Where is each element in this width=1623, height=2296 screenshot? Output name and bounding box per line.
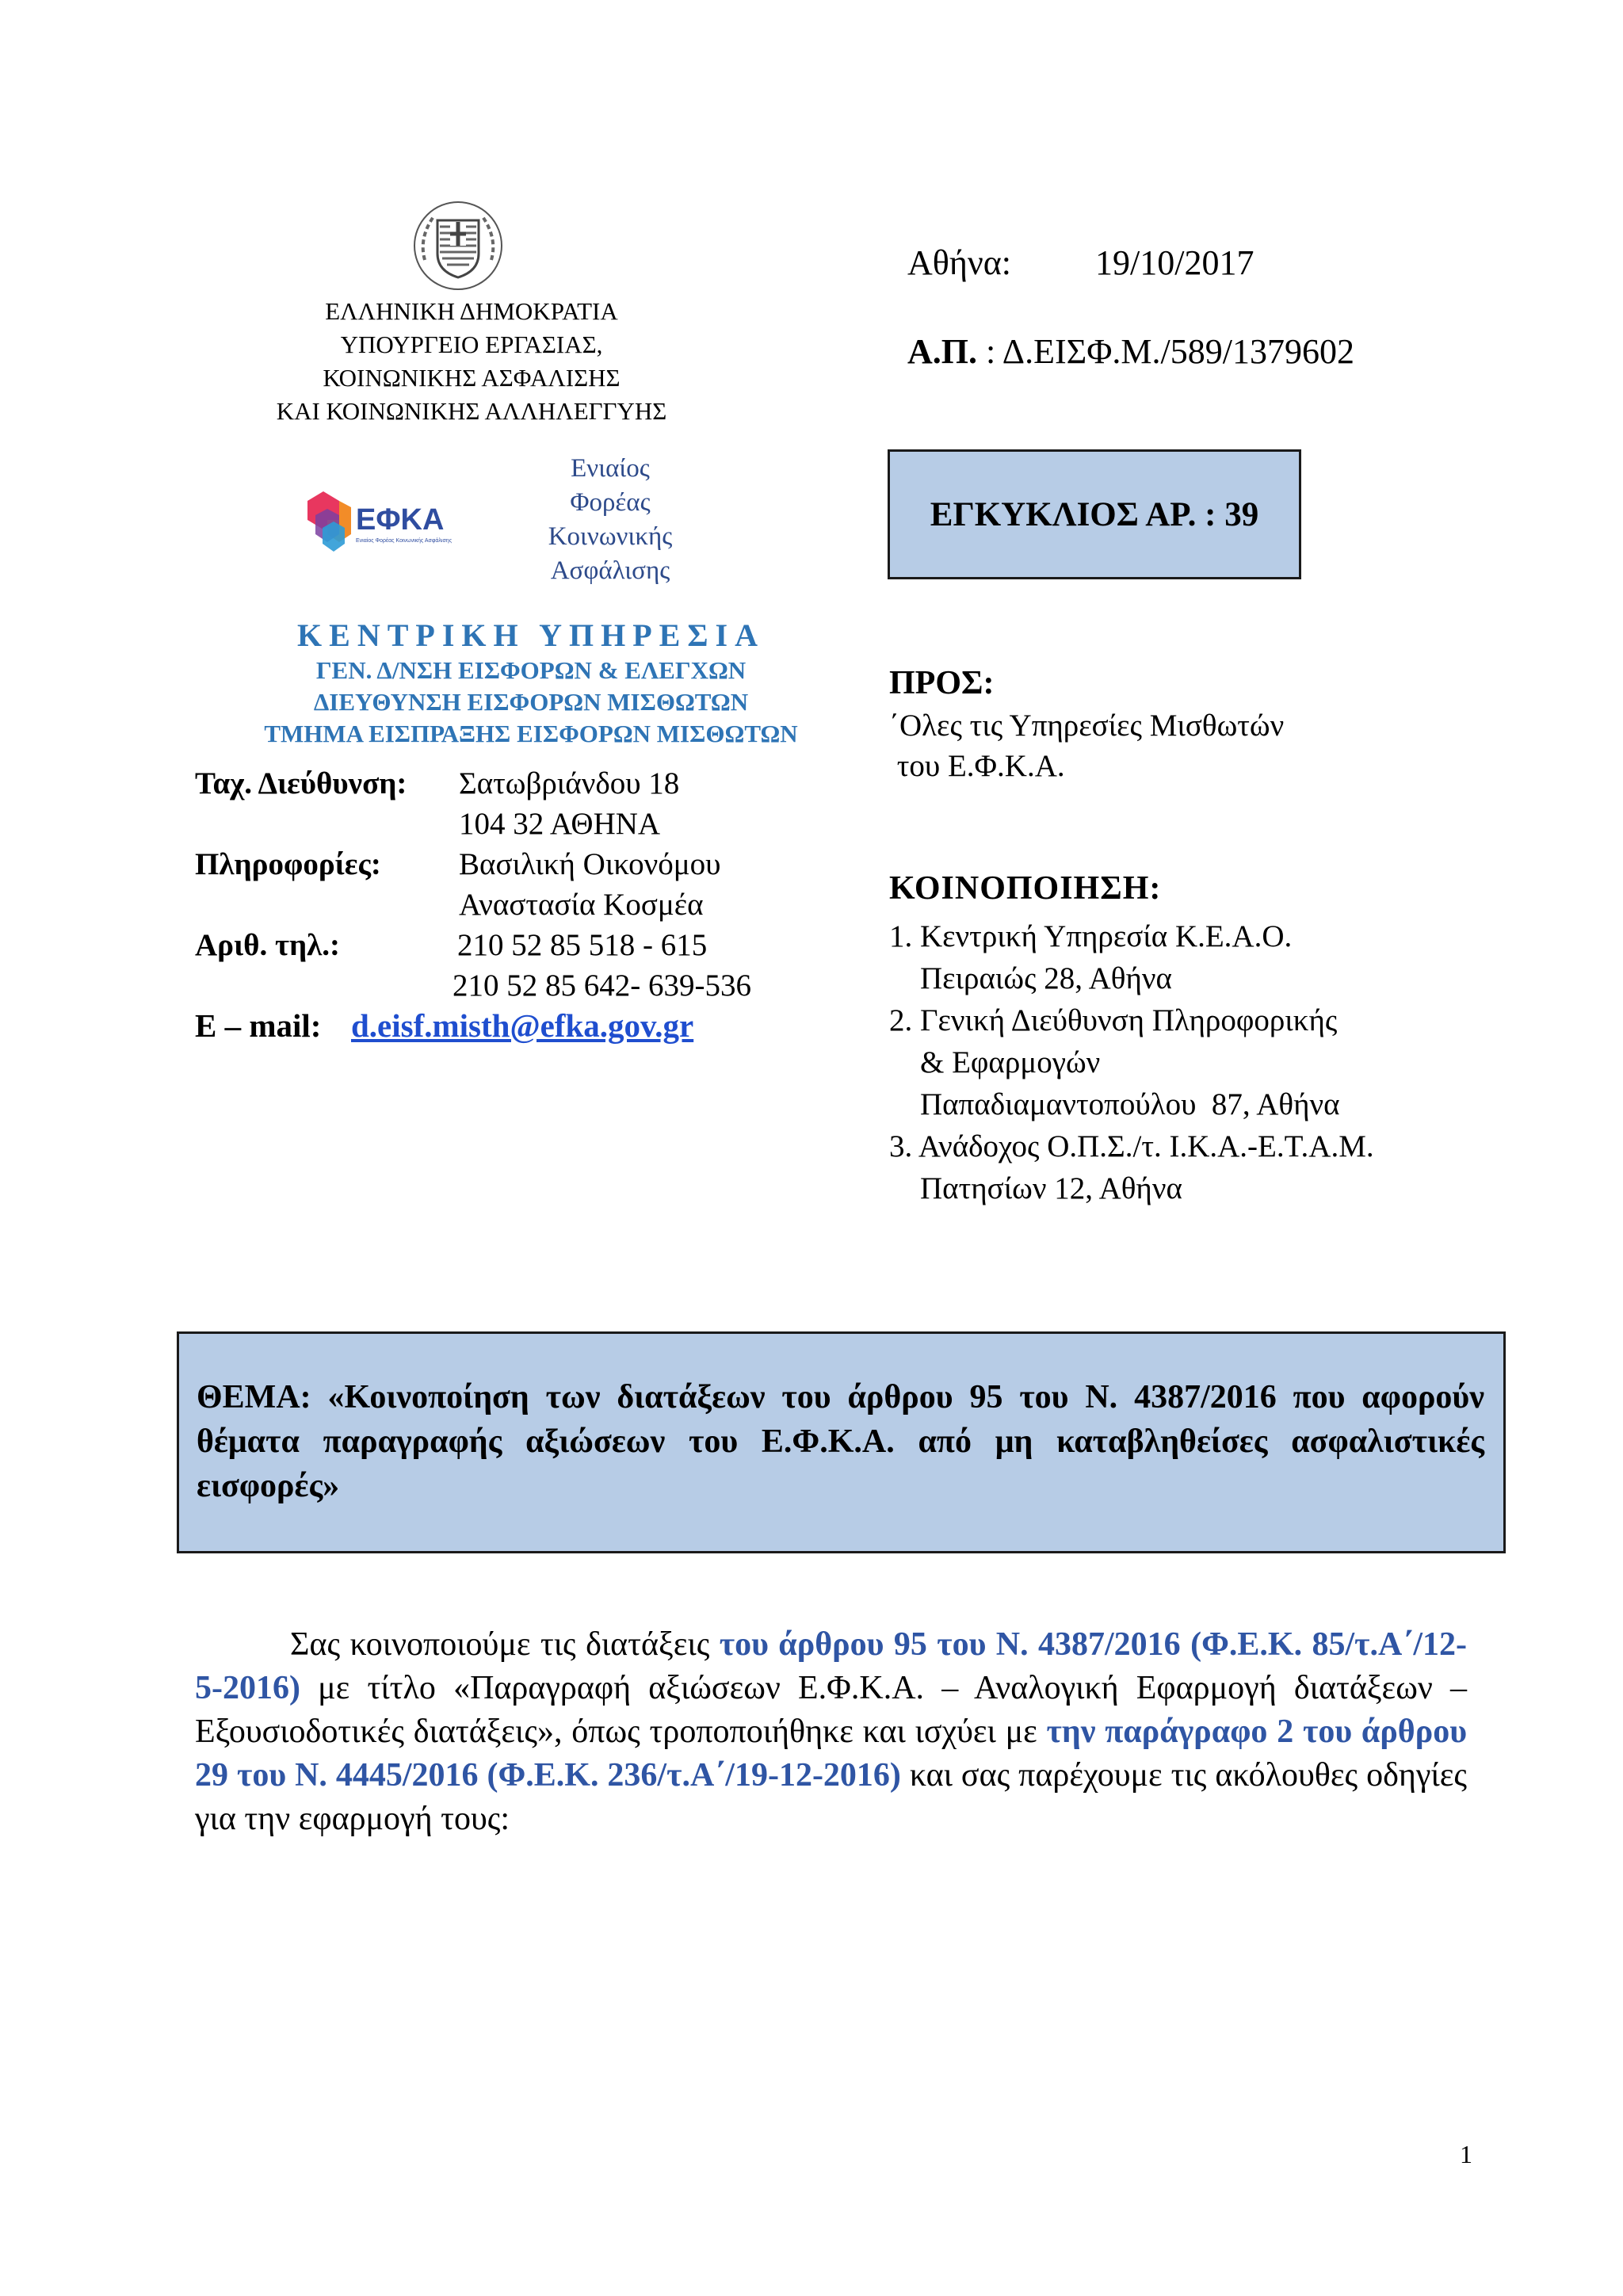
address-line: 104 32 ΑΘΗΝΑ — [459, 807, 661, 841]
cc-line: Πατησίων 12, Αθήνα — [889, 1171, 1182, 1205]
efka-logo — [304, 485, 454, 558]
cc-line: 1. Κεντρική Υπηρεσία Κ.Ε.Α.Ο. — [889, 919, 1293, 953]
department-line: ΓΕΝ. Δ/ΝΣΗ ΕΙΣΦΟΡΩΝ & ΕΛΕΓΧΩΝ — [315, 656, 747, 684]
to-line: του Ε.Φ.Κ.Α. — [889, 749, 1065, 783]
agency-name — [523, 452, 697, 588]
phone-label: Αριθ. τηλ.: — [195, 928, 341, 962]
body-text-run: με τίτλο «Παραγραφή αξιώσεων Ε.Φ.Κ.Α. – Αναλογική Εφαρμογή διατάξεων – Εξουσιοδοτικές διατάξεις», όπως τροποποιήθηκε και ισχύει με — [195, 1670, 1467, 1750]
address-line: Σατωβριάνδου 18 — [459, 766, 680, 800]
date-label: Αθήνα: — [907, 243, 1012, 282]
body-text-run: και σας παρέχουμε τις ακόλουθες οδηγίες για την εφαρμογή τους: — [195, 1757, 1468, 1837]
cc-line: 3. Ανάδοχος Ο.Π.Σ./τ. Ι.Κ.Α.-Ε.Τ.Α.Μ. — [889, 1129, 1374, 1163]
cc-line: & Εφαρμογών — [889, 1045, 1101, 1079]
agency-line: Ασφάλισης — [550, 556, 670, 585]
ministry-line: ΚΟΙΝΩΝΙΚΗΣ ΑΣΦΑΛΙΣΗΣ — [323, 364, 621, 392]
department-lines — [190, 655, 872, 750]
agency-line: Ενιαίος — [571, 454, 650, 483]
reference-value: : Δ.ΕΙΣΦ.Μ./589/1379602 — [986, 332, 1354, 371]
date-value: 19/10/2017 — [1095, 243, 1254, 282]
agency-line: Κοινωνικής — [548, 522, 673, 551]
phone-number: 210 52 85 518 - 615 — [457, 928, 708, 962]
ministry-line: ΕΛΛΗΝΙΚΗ ΔΗΜΟΚΡΑΤΙΑ — [325, 297, 618, 325]
reference-label: Α.Π. — [907, 332, 977, 371]
ministry-line: ΚΑΙ ΚΟΙΝΩΝΙΚΗΣ ΑΛΛΗΛΕΓΓΥΗΣ — [276, 397, 667, 425]
efka-logo-text: ΕΦΚΑ — [356, 503, 445, 537]
department-line: ΔΙΕΥΘΥΝΣΗ ΕΙΣΦΟΡΩΝ ΜΙΣΘΩΤΩΝ — [313, 688, 749, 716]
address-label: Ταχ. Διεύθυνση: — [195, 766, 407, 800]
circular-number-box: ΕΓΚΥΚΛΙΟΣ ΑΡ. : 39 — [888, 449, 1301, 579]
subject-box: ΘΕΜΑ: «Κοινοποίηση των διατάξεων του άρθρου 95 του Ν. 4387/2016 που αφορούν θέματα παραγραφής αξιώσεων του Ε.Φ.Κ.Α. από μη καταβληθείσες ασφαλιστικές εισφορές» — [177, 1331, 1506, 1553]
ministry-header — [198, 295, 745, 428]
body-text-run: Σας κοινοποιούμε τις διατάξεις — [290, 1626, 720, 1663]
efka-logo-tagline: Ενιαίος Φορέας Κοινωνικής Ασφάλισης — [356, 538, 453, 544]
cc-line: Πειραιώς 28, Αθήνα — [889, 961, 1172, 995]
cc-list — [889, 915, 1374, 1209]
page-number: 1 — [1460, 2140, 1472, 2168]
ministry-line: ΥΠΟΥΡΓΕΙΟ ΕΡΓΑΣΙΑΣ, — [340, 330, 603, 358]
hellenic-emblem-icon — [411, 198, 506, 293]
phone-number: 210 52 85 642- 639-536 — [453, 968, 751, 1003]
cc-line: Παπαδιαμαντοπούλου 87, Αθήνα — [889, 1087, 1340, 1121]
central-service-title: ΚΕΝΤΡΙΚΗ ΥΠΗΡΕΣΙΑ — [297, 617, 765, 653]
reference-number — [907, 331, 1354, 372]
info-person: Βασιλική Οικονόμου — [459, 847, 721, 881]
email-label: E – mail: — [195, 1007, 322, 1044]
department-line: ΤΜΗΜΑ ΕΙΣΠΡΑΞΗΣ ΕΙΣΦΟΡΩΝ ΜΙΣΘΩΤΩΝ — [264, 720, 798, 747]
law-reference: την παράγραφο 2 του άρθρου 29 του Ν. 4445/2016 (Φ.Ε.Κ. 236/τ.Α΄/19-12-2016) — [195, 1713, 1468, 1794]
date-line — [907, 243, 1254, 283]
to-list — [889, 705, 1284, 786]
law-reference: του άρθρου 95 του Ν. 4387/2016 (Φ.Ε.Κ. 85/τ.Α΄/12-5-2016) — [195, 1626, 1467, 1706]
cc-heading: ΚΟΙΝΟΠΟΙΗΣΗ: — [889, 870, 1162, 907]
info-person: Αναστασία Κοσμέα — [459, 888, 704, 922]
agency-line: Φορέας — [570, 488, 651, 517]
to-line: ΄Ολες τις Υπηρεσίες Μισθωτών — [889, 709, 1285, 743]
body-paragraph — [195, 1623, 1467, 1841]
cc-line: 2. Γενική Διεύθυνση Πληροφορικής — [889, 1003, 1338, 1037]
email-link[interactable]: d.eisf.misth@efka.gov.gr — [351, 1007, 694, 1044]
to-heading: ΠΡΟΣ: — [889, 665, 995, 701]
info-label: Πληροφορίες: — [195, 847, 381, 881]
